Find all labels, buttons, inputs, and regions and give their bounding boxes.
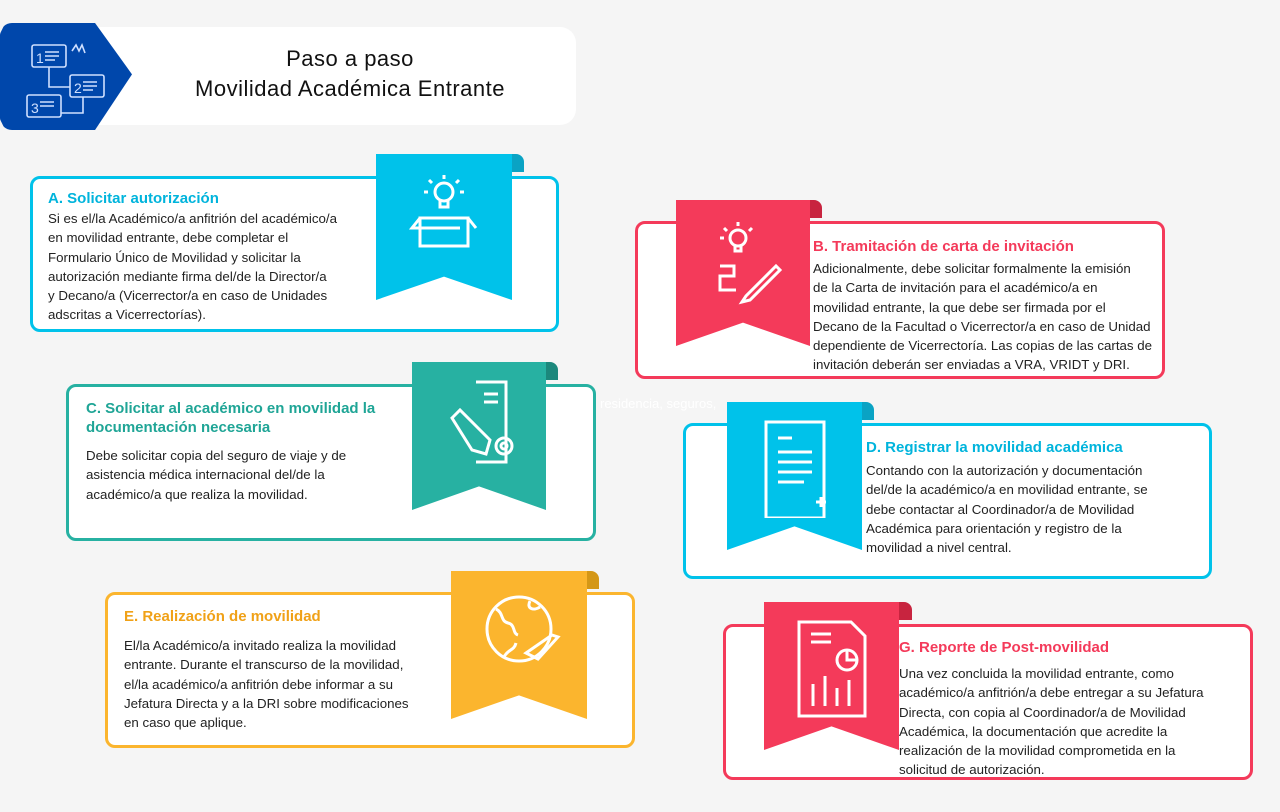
page-title [130,44,570,104]
svg-text:1: 1 [36,50,44,66]
text-line: Una vez concluida la movilidad entrante, como [899,666,1174,681]
text-line: y Decano/a (Vicerrector/a en caso de Unidades [48,288,328,304]
text-line: el/la académico/a anfitrión debe informar a su [124,676,394,692]
text-line: Jefatura Directa y a la DRI sobre modificaciones [124,695,409,711]
text-line: en caso que aplique. [124,715,247,731]
text-line: adscritas a Vicerrectorías). [48,307,206,323]
text-line: solicitud de autorización. [899,762,1045,778]
text-line: entrante. Durante el transcurso de la movilidad, [124,657,404,673]
text-line: Formulario Único de Movilidad y solicitar la [48,249,301,265]
text-line: académico/a que realiza la movilidad. [86,486,308,502]
text-line: documentación necesaria [86,419,271,436]
globe-plane-icon [474,587,564,677]
idea-pencil-icon [698,216,788,306]
text-line: Debe solicitar copia del seguro de viaje y de [86,448,347,463]
text-line: Académica para orientación y registro de la [866,520,1122,536]
text-line: asistencia médica internacional del/de la [86,467,325,483]
step-c-title [86,399,375,437]
text-line: en movilidad entrante, debe completar el [48,230,289,246]
report-chart-icon [787,618,877,718]
svg-text:2: 2 [74,80,82,96]
step-g-title: G. Reporte de Post-movilidad [899,639,1110,656]
text-line: invitación deberán ser enviadas a VRA, VRIDT y DRI. [813,357,1130,373]
text-line: autorización mediante firma del/de la Director/a [48,268,327,284]
text-line: movilidad a nivel central. [866,540,1012,556]
step-d-title: D. Registrar la movilidad académica [866,439,1123,456]
svg-text:3: 3 [31,100,39,116]
step-c-body [86,446,346,504]
title-line-2: Movilidad Académica Entrante [195,76,505,101]
document-gear-icon [434,378,524,468]
text-line: del/de la académico/a en movilidad entrante, se [866,482,1148,498]
step-g-body [899,664,1204,780]
text-line: Académica, la documentación que acredite la [899,723,1168,739]
step-e-body [124,636,409,732]
text-line: dependiente de Vicerrectoría. Las copias de las cartas de [813,338,1153,354]
medical-document-icon [750,418,840,518]
step-d-body [866,461,1148,557]
step-b-title: B. Tramitación de carta de invitación [813,238,1074,255]
text-line: movilidad entrante, la que debe ser firmada por el [813,299,1106,315]
text-line: académico/a anfitrión/a debe entregar a su Jefatura [899,685,1204,701]
ghost-text: residencia, seguros, [600,396,717,411]
step-b-body [813,259,1152,375]
step-a-body [48,209,337,325]
text-line: Contando con la autorización y documentación [866,463,1143,478]
title-line-1: Paso a paso [286,46,414,71]
text-line: de la Carta de invitación para el académico/a en [813,280,1098,296]
step-e-title: E. Realización de movilidad [124,608,321,625]
text-line: El/la Académico/a invitado realiza la movilidad [124,638,396,653]
text-line: Decano de la Facultad o Vicerrector/a en caso de Unidad [813,318,1151,334]
text-line: Adicionalmente, debe solicitar formalmente la emisión [813,261,1131,276]
text-line: C. Solicitar al académico en movilidad la [86,400,376,417]
text-line: Si es el/la Académico/a anfitrión del académico/a [48,211,337,226]
text-line: Directa, con copia al Coordinador/a de Movilidad [899,704,1186,720]
lightbulb-box-icon [404,170,484,250]
step-a-title: A. Solicitar autorización [48,190,219,207]
text-line: realización de la movilidad comprometida en la [899,743,1176,759]
text-line: debe contactar al Coordinador/a de Movilidad [866,501,1135,517]
